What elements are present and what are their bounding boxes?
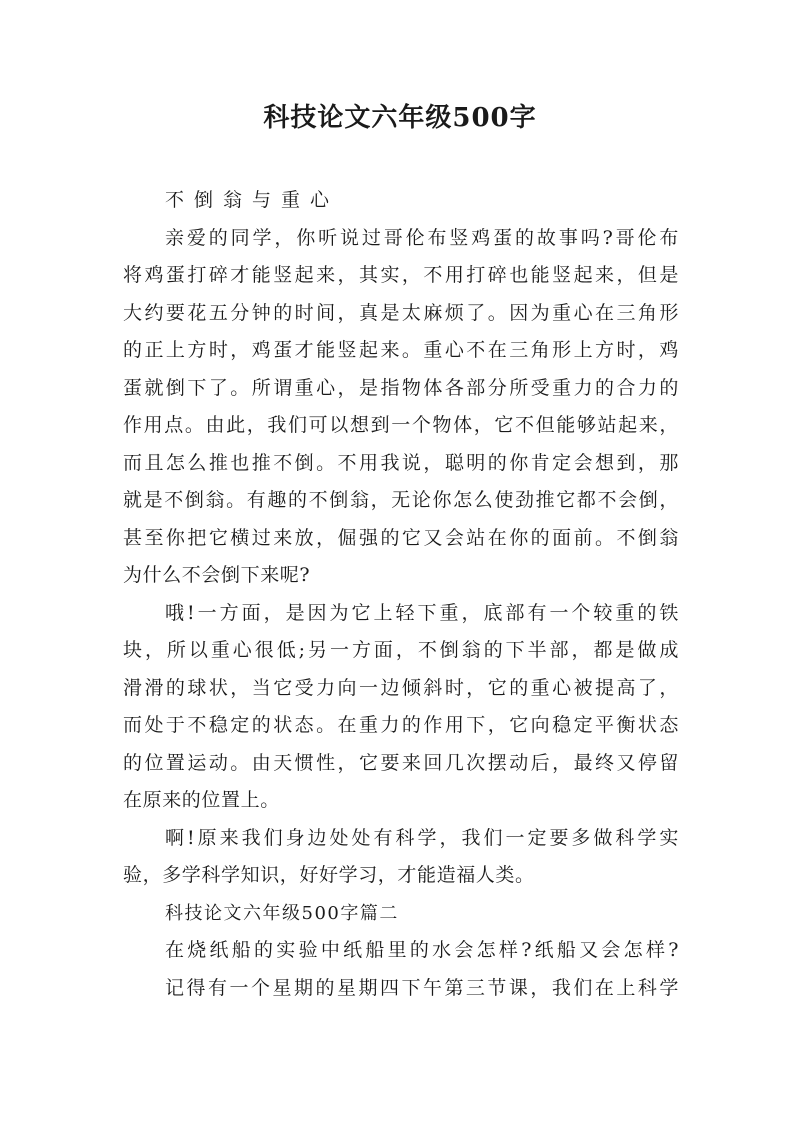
text-line: 在原来的位置上。	[123, 789, 280, 811]
text-line: 记得有一个星期的星期四下午第三节课，我们在上科学	[165, 976, 679, 999]
text-line: 大约要花五分钟的时间，真是太麻烦了。因为重心在三角形	[123, 301, 679, 324]
text-line: 验，多学科学知识，好好学习，才能造福人类。	[123, 864, 535, 886]
document-body	[123, 182, 679, 1007]
text-line: 滑滑的球状，当它受力向一边倾斜时，它的重心被提高了，	[123, 676, 679, 699]
text-line: 在烧纸船的实验中纸船里的水会怎样?纸船又会怎样?	[165, 939, 679, 961]
text-line: 作用点。由此，我们可以想到一个物体，它不但能够站起来，	[123, 414, 679, 436]
text-line: 啊!原来我们身边处处有科学，我们一定要多做科学实	[165, 826, 679, 849]
text-line: 哦!一方面，是因为它上轻下重，底部有一个较重的铁	[165, 601, 679, 624]
subheading: 不倒翁与重心	[165, 189, 340, 211]
text-line: 的正上方时，鸡蛋才能竖起来。重心不在三角形上方时，鸡	[123, 339, 679, 361]
text-line: 亲爱的同学，你听说过哥伦布竖鸡蛋的故事吗?哥伦布	[165, 226, 679, 249]
text-line: 将鸡蛋打碎才能竖起来，其实，不用打碎也能竖起来，但是	[123, 264, 679, 286]
text-line: 而且怎么推也推不倒。不用我说，聪明的你肯定会想到，那	[123, 451, 679, 474]
text-line: 就是不倒翁。有趣的不倒翁，无论你怎么使劲推它都不会倒，	[123, 489, 679, 511]
text-line: 的位置运动。由天惯性，它要来回几次摆动后，最终又停留	[123, 751, 679, 774]
text-line: 甚至你把它横过来放，倔强的它又会站在你的面前。不倒翁	[123, 526, 679, 549]
section-heading: 科技论文六年级500字篇二	[165, 902, 399, 924]
text-line: 块，所以重心很低;另一方面，不倒翁的下半部，都是做成	[123, 639, 679, 661]
text-line: 为什么不会倒下来呢?	[123, 564, 311, 586]
text-line: 而处于不稳定的状态。在重力的作用下，它向稳定平衡状态	[123, 714, 679, 736]
document-title: 科技论文六年级500字	[263, 103, 537, 133]
text-line: 蛋就倒下了。所谓重心，是指物体各部分所受重力的合力的	[123, 376, 679, 399]
